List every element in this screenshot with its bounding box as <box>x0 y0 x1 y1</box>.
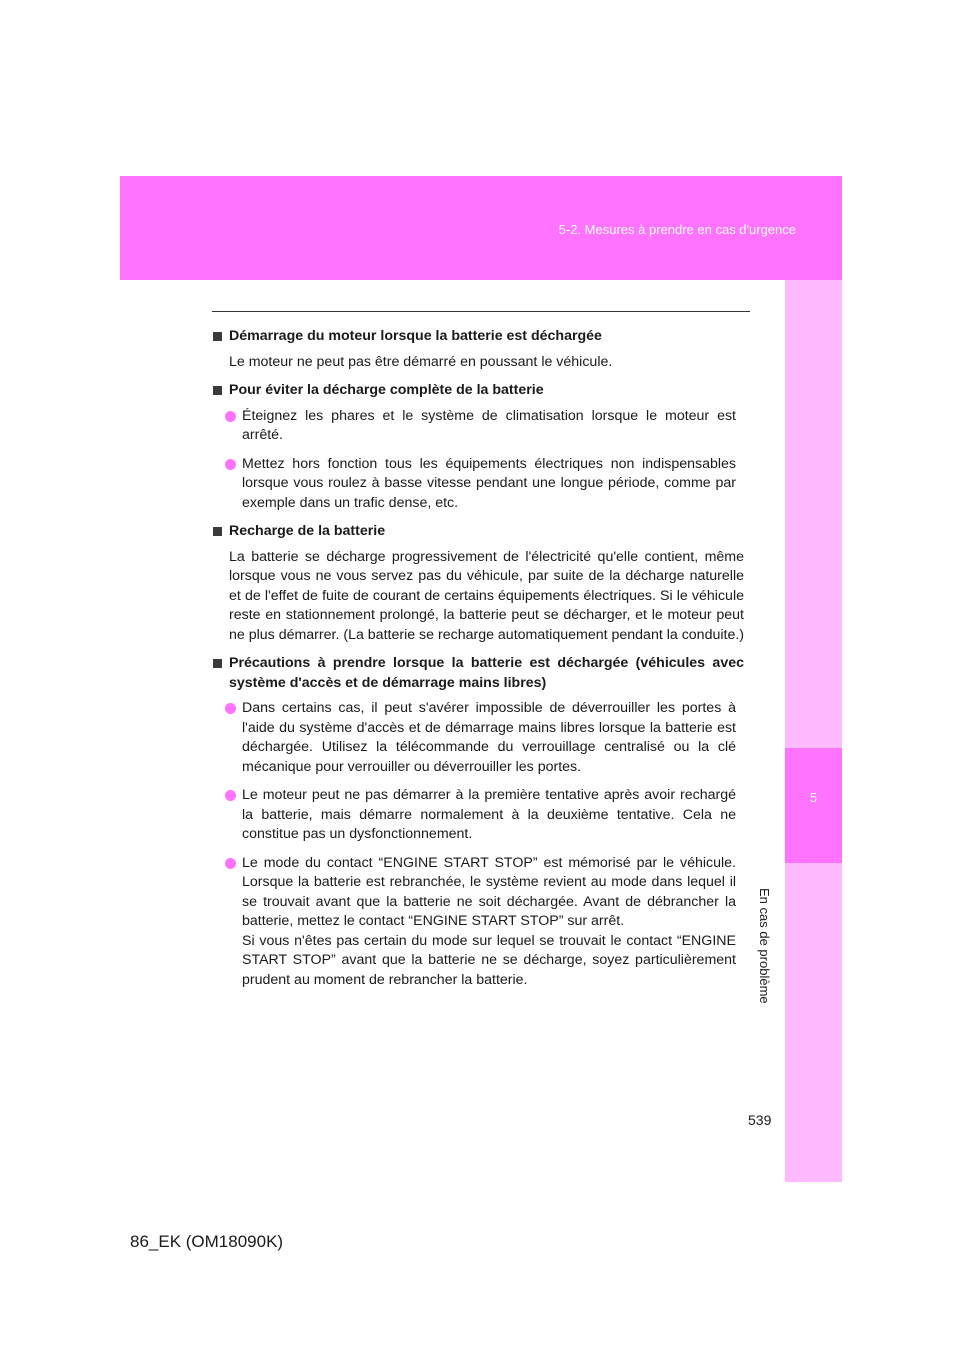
bullet-item <box>242 455 736 514</box>
bullet-text: Le mode du contact “ENGINE START STOP” est mémorisé par le véhicule. Lorsque la batterie est rebranchée, le système revient au mode dans lequel il se trouvait avant que la batterie ne soit déchargée. Avant de débrancher la batterie, mettez le contact “ENGINE START STOP” sur arrêt. <box>242 854 736 929</box>
page-number: 539 <box>748 1112 772 1128</box>
paragraph: Le moteur ne peut pas être démarré en poussant le véhicule. <box>229 353 613 370</box>
section-heading <box>212 327 744 347</box>
circle-bullet-icon <box>225 790 236 801</box>
bullet-item <box>242 407 736 446</box>
heading-text: Pour éviter la décharge complète de la batterie <box>229 382 544 398</box>
square-bullet-icon <box>213 386 222 395</box>
section-label: 5-2. Mesures à prendre en cas d'urgence <box>558 222 796 237</box>
circle-bullet-icon <box>225 703 236 714</box>
bullet-text: Mettez hors fonction tous les équipements électriques non indispensables lorsque vous roulez à basse vitesse pendant une longue période, comme par exemple dans un trafic dense, etc. <box>242 455 736 511</box>
bullet-item <box>242 699 736 777</box>
section-heading <box>212 381 744 401</box>
header-band <box>120 176 842 280</box>
square-bullet-icon <box>213 527 222 536</box>
paragraph: La batterie se décharge progressivement de l'électricité qu'elle contient, même lorsque vous ne vous servez pas du véhicule, par suite de la décharge naturelle et de l'effet de fuite de courant de certains équipements électriques. Si le véhicule reste en stationnement prolongé, la batterie peut se décharger, et le moteur peut ne plus démarrer. (La batterie se recharge automatiquement pendant la conduite.) <box>229 548 745 643</box>
heading-text: Recharge de la batterie <box>229 523 386 539</box>
chapter-title: En cas de problème <box>757 888 772 1004</box>
chapter-number: 5 <box>809 790 818 805</box>
section-heading <box>212 522 744 542</box>
heading-text: Démarrage du moteur lorsque la batterie est déchargée <box>229 328 602 344</box>
bullet-item <box>242 786 736 845</box>
circle-bullet-icon <box>225 459 236 470</box>
bullet-text: Dans certains cas, il peut s'avérer impossible de déverrouiller les portes à l'aide du système d'accès et de démarrage mains libres lorsque la batterie est déchargée. Utilisez la télécommande du verrouillage centralisé ou la clé mécanique pour verrouiller ou déverrouiller les portes. <box>242 700 736 775</box>
square-bullet-icon <box>213 659 222 668</box>
circle-bullet-icon <box>225 411 236 422</box>
bullet-item <box>242 854 736 991</box>
chapter-tab[interactable] <box>785 748 842 863</box>
heading-text: Précautions à prendre lorsque la batterie est déchargée (véhicules avec système d'accès et de démarrage mains libres) <box>229 655 744 691</box>
side-tab-strip <box>785 280 842 1182</box>
page-content <box>212 327 744 999</box>
bullet-text: Le moteur peut ne pas démarrer à la première tentative après avoir rechargé la batterie, mais démarre normalement à la deuxième tentative. Cela ne constitue pas un dysfonctionnement. <box>242 787 736 842</box>
section-heading <box>212 654 744 693</box>
circle-bullet-icon <box>225 858 236 869</box>
square-bullet-icon <box>213 332 222 341</box>
top-rule <box>212 311 750 312</box>
document-code: 86_EK (OM18090K) <box>130 1232 284 1251</box>
bullet-text: Éteignez les phares et le système de climatisation lorsque le moteur est arrêté. <box>242 407 736 443</box>
bullet-text: Si vous n'êtes pas certain du mode sur lequel se trouvait le contact “ENGINE START STOP” avant que la batterie ne se décharge, soyez particulièrement prudent au moment de rebrancher la batterie. <box>242 932 736 988</box>
